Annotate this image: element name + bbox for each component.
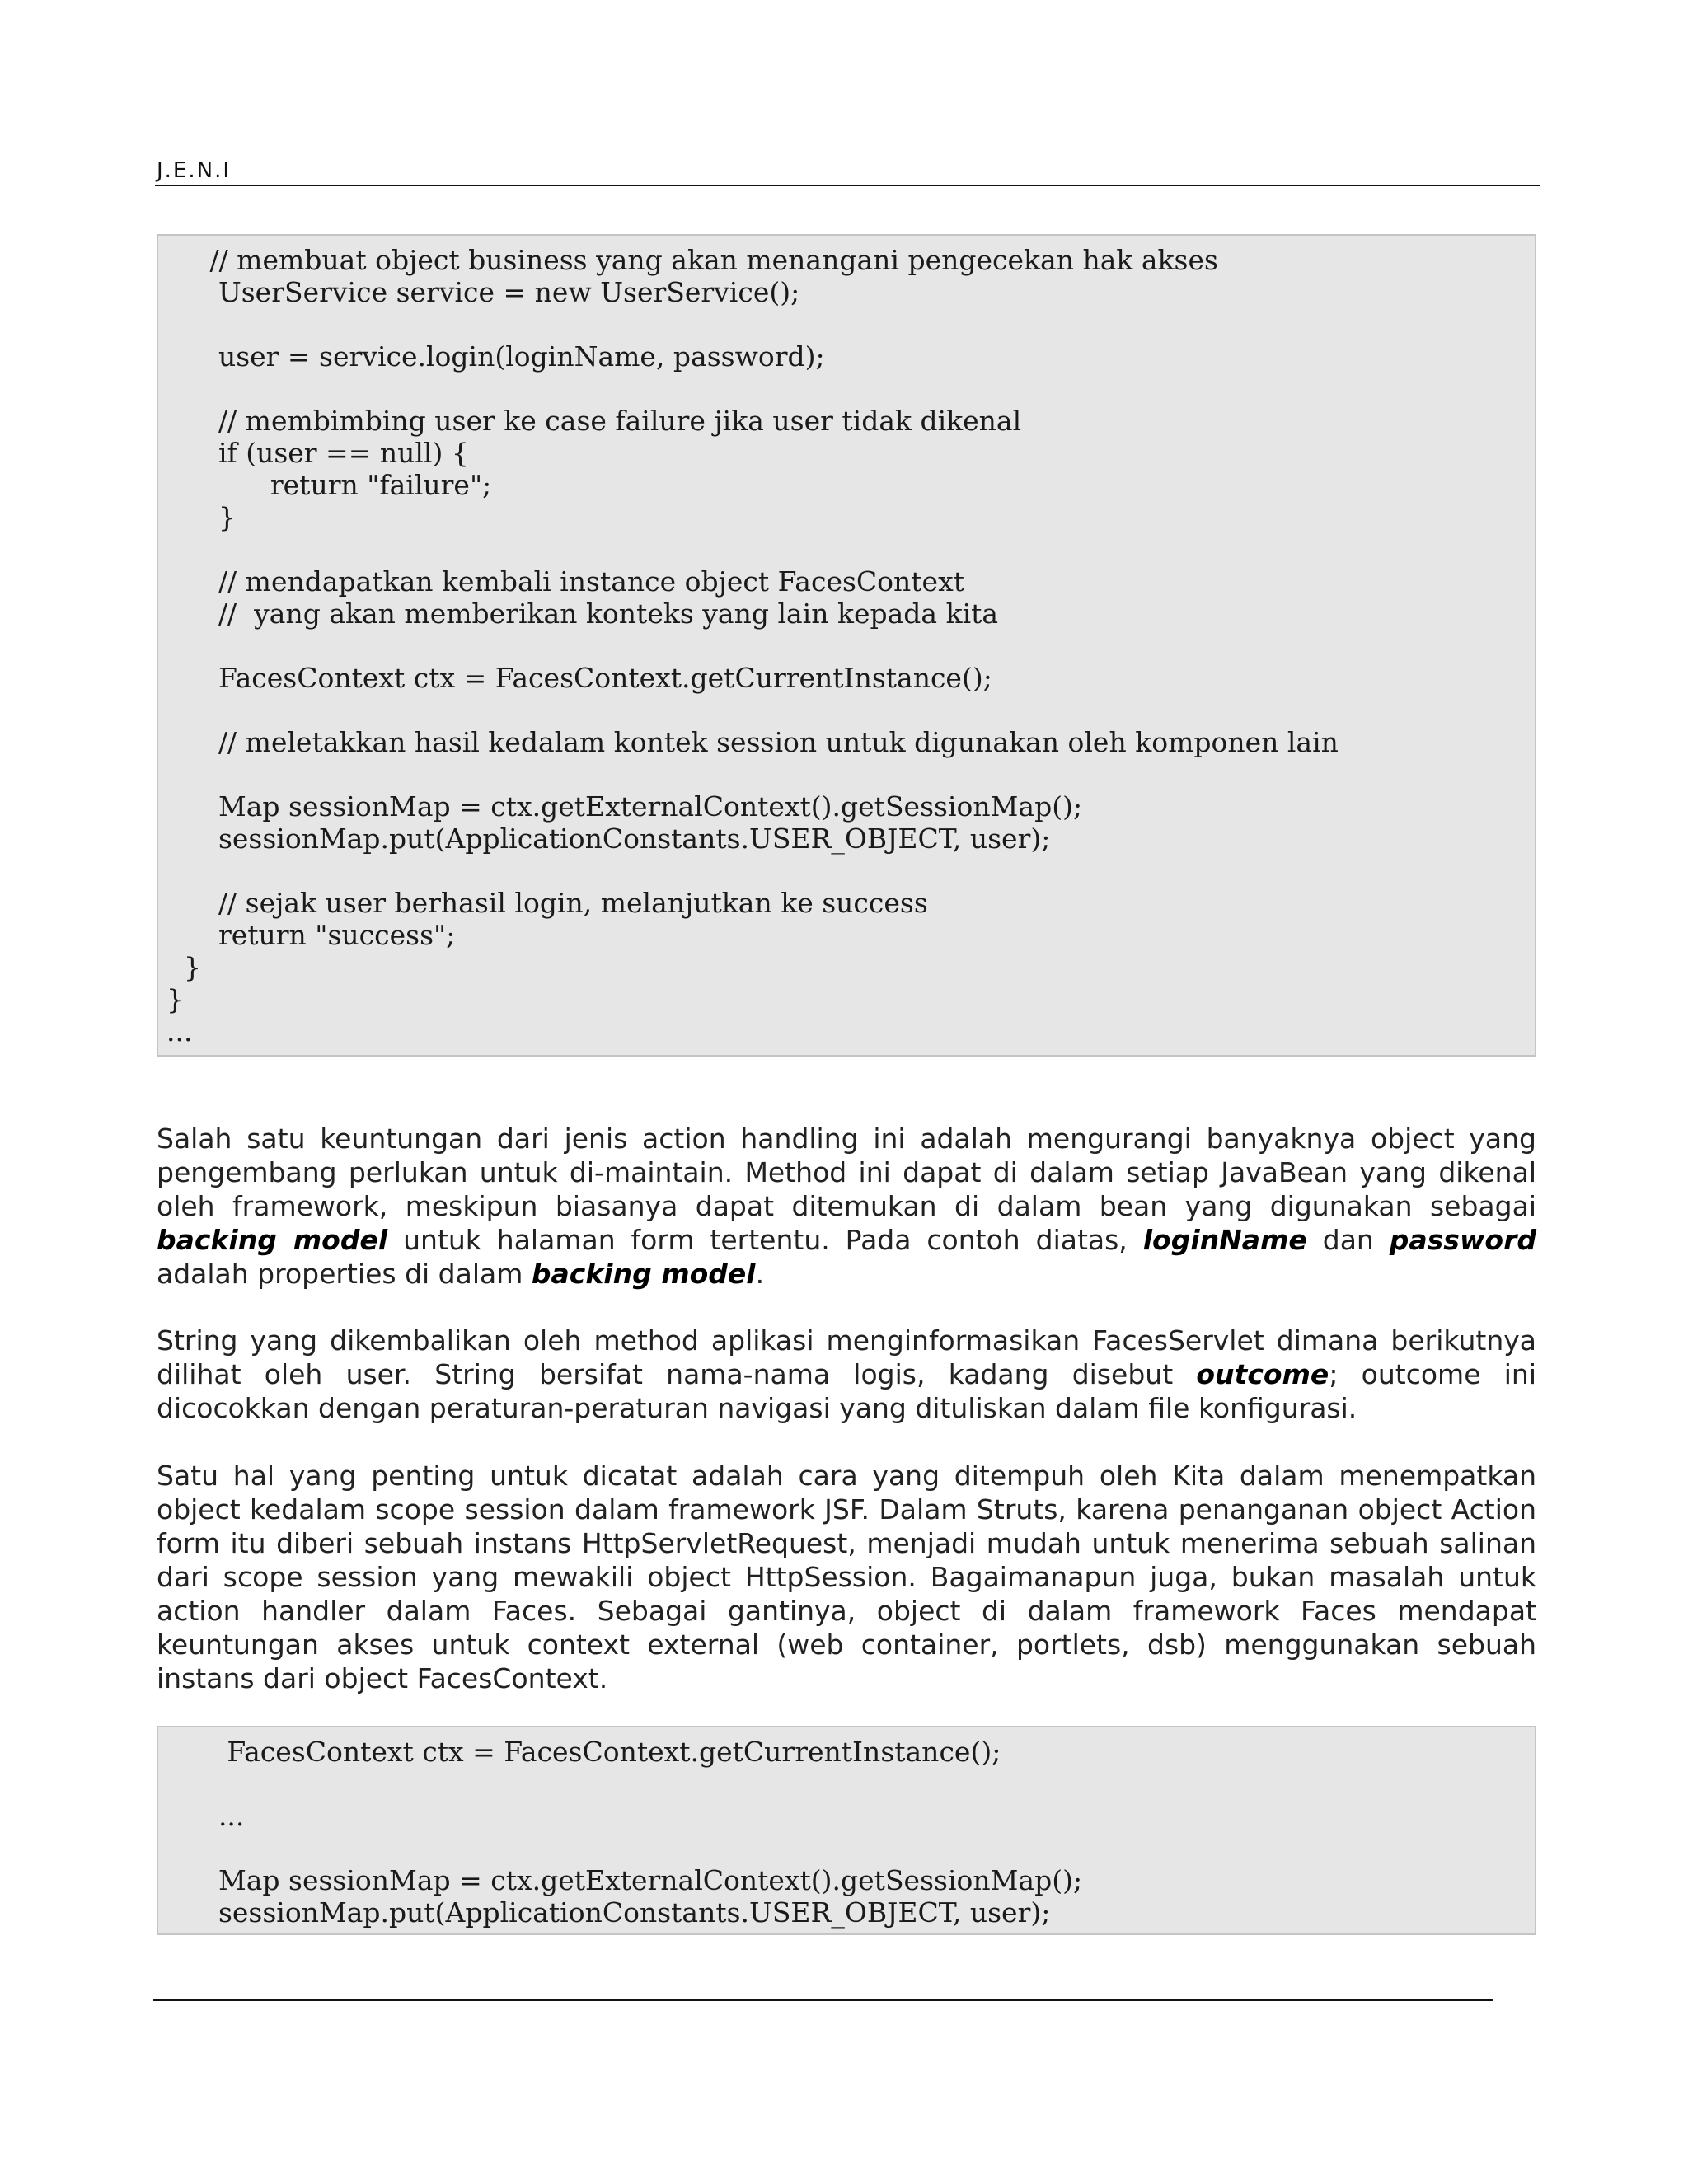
code-line: }	[166, 951, 201, 983]
code-line: ...	[166, 1015, 193, 1047]
code-line: }	[166, 983, 184, 1015]
code-line: // membuat object business yang akan menangani pengecekan hak akses	[166, 244, 1218, 276]
code-line: Map sessionMap = ctx.getExternalContext().getSessionMap();	[166, 1864, 1083, 1896]
code-line: FacesContext ctx = FacesContext.getCurrentInstance();	[166, 662, 992, 694]
code-line: FacesContext ctx = FacesContext.getCurrentInstance();	[166, 1736, 1001, 1768]
paragraph-text: ; outcome ini dicocokkan dengan peraturan-peraturan navigasi yang dituliskan dalam file konfigurasi.	[157, 1358, 1536, 1424]
code-blank-line	[158, 1768, 1535, 1800]
code-line: UserService service = new UserService();	[166, 276, 800, 308]
code-blank-line	[158, 373, 1535, 405]
code-line: user = service.login(loginName, password);	[166, 340, 825, 373]
code-blank-line	[158, 758, 1535, 790]
paragraph-text: dan	[1306, 1224, 1390, 1256]
code-line: return "failure";	[166, 469, 492, 501]
emphasis-term: loginName	[1142, 1224, 1307, 1256]
paragraph-text: Salah satu keuntungan dari jenis action handling ini adalah mengurangi banyaknya object yang pengembang perlukan untuk di-maintain. Method ini dapat di dalam setiap JavaBean yang dikenal oleh framework, meskipun biasanya dapat ditemukan di dalam bean yang digunakan sebagai	[157, 1122, 1536, 1222]
paragraph-session-scope	[157, 1459, 1536, 1695]
code-block-2	[157, 1726, 1536, 1935]
code-line: if (user == null) {	[166, 437, 469, 469]
code-line: sessionMap.put(ApplicationConstants.USER_OBJECT, user);	[166, 1896, 1051, 1929]
paragraph-text: untuk halaman form tertentu. Pada contoh diatas,	[387, 1224, 1143, 1256]
code-blank-line	[158, 1832, 1535, 1864]
code-block-1	[157, 234, 1536, 1057]
emphasis-term: backing model	[157, 1224, 388, 1256]
footer-rule	[153, 1999, 1493, 2001]
code-line: // sejak user berhasil login, melanjutkan ke success	[166, 887, 928, 919]
paragraph-outcome	[157, 1324, 1536, 1425]
code-line: // meletakkan hasil kedalam kontek session untuk digunakan oleh komponen lain	[166, 726, 1339, 758]
code-blank-line	[158, 630, 1535, 662]
code-blank-line	[158, 308, 1535, 340]
code-line: // membimbing user ke case failure jika user tidak dikenal	[166, 405, 1022, 437]
emphasis-term: outcome	[1196, 1358, 1329, 1390]
code-line: Map sessionMap = ctx.getExternalContext().getSessionMap();	[166, 790, 1083, 823]
code-blank-line	[158, 694, 1535, 726]
code-blank-line	[158, 533, 1535, 565]
paragraph-text: adalah properties di dalam	[157, 1258, 532, 1290]
paragraph-text: Satu hal yang penting untuk dicatat adalah cara yang ditempuh oleh Kita dalam menempatkan object kedalam scope session dalam framework JSF. Dalam Struts, karena penanganan object Action form itu diberi sebuah instans HttpServletRequest, menjadi mudah untuk menerima sebuah salinan dari scope session yang mewakili object HttpSession. Bagaimanapun juga, bukan masalah untuk action handler dalam Faces. Sebagai gantinya, object di dalam framework Faces mendapat keuntungan akses untuk context external (web container, portlets, dsb) menggunakan sebuah instans dari object FacesContext.	[157, 1460, 1536, 1694]
code-line: sessionMap.put(ApplicationConstants.USER_OBJECT, user);	[166, 823, 1051, 855]
emphasis-term: backing model	[531, 1258, 756, 1290]
code-blank-line	[158, 855, 1535, 887]
code-line: }	[166, 501, 236, 533]
paragraph-text: String yang dikembalikan oleh method aplikasi menginformasikan FacesServlet dimana berikutnya dilihat oleh user. String bersifat nama-nama logis, kadang disebut	[157, 1324, 1536, 1390]
running-header: J.E.N.I	[157, 158, 232, 183]
code-line: // yang akan memberikan konteks yang lain kepada kita	[166, 598, 999, 630]
emphasis-term: password	[1389, 1224, 1536, 1256]
code-line: ...	[166, 1800, 245, 1832]
header-rule	[155, 185, 1540, 186]
code-line: return "success";	[166, 919, 456, 951]
code-line: // mendapatkan kembali instance object FacesContext	[166, 565, 964, 598]
paragraph-text: .	[755, 1258, 765, 1290]
paragraph-action-handling	[157, 1122, 1536, 1291]
